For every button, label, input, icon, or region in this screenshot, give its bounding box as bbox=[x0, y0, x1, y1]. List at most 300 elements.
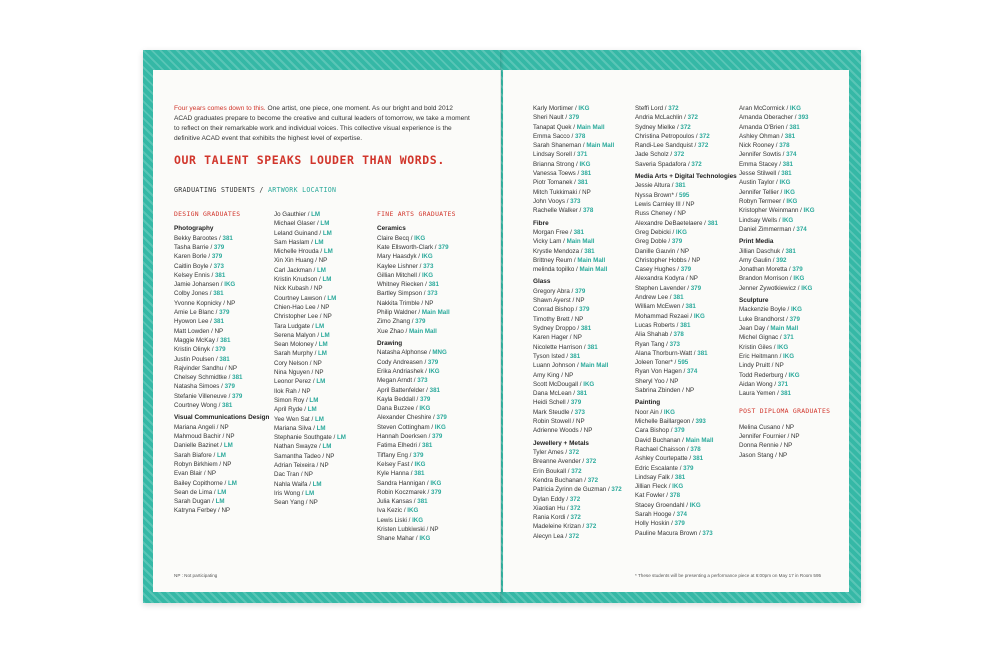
student-entry bbox=[174, 252, 269, 261]
artwork-location: 379 bbox=[671, 238, 683, 246]
artwork-location: NP bbox=[691, 256, 701, 264]
student-name: Philip Waldner / bbox=[377, 309, 422, 317]
student-entry bbox=[635, 445, 737, 454]
student-entry bbox=[533, 532, 622, 541]
student-name: Madeleine Krizan / bbox=[533, 523, 586, 531]
student-entry bbox=[377, 386, 456, 395]
student-name: Gillian Mitchell / bbox=[377, 271, 423, 279]
student-entry bbox=[739, 188, 830, 197]
artwork-location: IKG bbox=[788, 371, 800, 379]
student-entry bbox=[377, 432, 456, 441]
student-name: Ashley Ohman / bbox=[739, 132, 785, 140]
student-entry bbox=[533, 113, 622, 122]
student-name: Nick Kubash / bbox=[274, 285, 314, 293]
student-name: Piotr Tomanek / bbox=[533, 179, 578, 187]
student-name: Pauline Macura Brown / bbox=[635, 529, 703, 537]
artwork-location: 373 bbox=[213, 262, 224, 270]
student-entry bbox=[174, 401, 269, 410]
student-name: Michel Gignac / bbox=[739, 334, 784, 342]
student-name: Amy King / bbox=[533, 371, 565, 379]
artwork-location: Main Mall bbox=[586, 142, 615, 150]
artwork-location: 379 bbox=[413, 451, 424, 459]
column-print-sculpture-post-diploma bbox=[739, 104, 830, 460]
artwork-location: IKG bbox=[434, 423, 446, 431]
student-entry bbox=[377, 413, 456, 422]
student-entry bbox=[533, 504, 622, 513]
student-name: Danielle Bazinet / bbox=[174, 442, 224, 450]
student-name: Luke Brandhorst / bbox=[739, 315, 790, 323]
student-name: Yvonne Kopnicky / bbox=[174, 299, 227, 307]
student-name: Lewis Liski / bbox=[377, 516, 413, 524]
student-name: Mariana Silva / bbox=[274, 424, 317, 432]
student-name: Dac Tran / bbox=[274, 471, 305, 479]
student-entry bbox=[533, 417, 622, 426]
artwork-location: LM bbox=[320, 331, 330, 339]
discipline-heading: Jewellery + Metals bbox=[533, 439, 589, 447]
student-entry bbox=[274, 489, 346, 498]
student-entry bbox=[274, 303, 346, 312]
artwork-location: 379 bbox=[232, 392, 243, 400]
student-name: melinda topilko / bbox=[533, 266, 580, 274]
student-name: Kayla Beddall / bbox=[377, 395, 420, 403]
artwork-location: 379 bbox=[579, 306, 590, 314]
student-name: Karen Borle / bbox=[174, 253, 212, 261]
artwork-location: NP bbox=[582, 188, 591, 196]
artwork-location: LM bbox=[309, 396, 319, 404]
artwork-location: 379 bbox=[215, 346, 226, 354]
student-name: Adrian Teixeira / bbox=[274, 462, 320, 470]
student-name: Christopher Lee / bbox=[274, 313, 324, 321]
student-entry bbox=[174, 345, 269, 354]
student-name: Rajvinder Sandhu / bbox=[174, 364, 229, 372]
artwork-location: Main Mall bbox=[576, 123, 605, 131]
artwork-location: IKG bbox=[675, 228, 687, 236]
student-entry bbox=[377, 497, 456, 506]
student-entry bbox=[635, 501, 737, 510]
student-name: Emma Stacey / bbox=[739, 160, 783, 168]
artwork-location: LM bbox=[318, 350, 327, 358]
student-entry bbox=[274, 210, 346, 219]
student-name: Robin Stowell / bbox=[533, 418, 576, 426]
artwork-location: 381 bbox=[569, 352, 581, 360]
artwork-location: 371 bbox=[783, 334, 794, 342]
student-entry bbox=[533, 287, 622, 296]
student-entry bbox=[635, 349, 737, 358]
artwork-location: LM bbox=[217, 488, 227, 496]
artwork-location: NP bbox=[313, 285, 323, 293]
student-name: Sam Haslam / bbox=[274, 238, 315, 246]
student-name: Erin Boukall / bbox=[533, 467, 572, 475]
discipline-heading: Fibre bbox=[533, 219, 549, 227]
student-name: Kristopher Weinmann / bbox=[739, 207, 804, 215]
artwork-location: 381 bbox=[222, 234, 233, 242]
artwork-location: NP bbox=[574, 315, 584, 323]
student-entry bbox=[174, 243, 269, 252]
student-name: Sabrina Zbinden / bbox=[635, 387, 686, 395]
student-name: Yee Wen Sat / bbox=[274, 415, 315, 423]
student-entry bbox=[377, 327, 456, 336]
student-name: Breanne Avender / bbox=[533, 458, 586, 466]
student-entry bbox=[739, 206, 830, 215]
student-entry bbox=[533, 467, 622, 476]
student-name: Jade Scholz / bbox=[635, 151, 674, 159]
artwork-location: 381 bbox=[573, 228, 584, 236]
artwork-location: IKG bbox=[663, 408, 675, 416]
student-entry bbox=[635, 132, 737, 141]
artwork-location: 393 bbox=[798, 114, 809, 122]
student-entry bbox=[739, 216, 830, 225]
student-name: Andria McLachlin / bbox=[635, 114, 688, 122]
student-entry bbox=[533, 324, 622, 333]
artwork-location: 595 bbox=[677, 359, 689, 367]
artwork-location: LM bbox=[322, 443, 332, 451]
artwork-location: IKG bbox=[407, 507, 419, 515]
student-name: Alia Shahab / bbox=[635, 331, 674, 339]
student-entry bbox=[635, 274, 737, 283]
artwork-location: IKG bbox=[412, 516, 424, 524]
student-name: Sarah Hooge / bbox=[635, 510, 677, 518]
artwork-location: 381 bbox=[214, 271, 226, 279]
student-name: Sheryl Yoo / bbox=[635, 377, 670, 385]
artwork-location: NP bbox=[207, 470, 216, 478]
student-name: Aran McCormick / bbox=[739, 105, 790, 112]
student-name: Robyn Birkhiem / bbox=[174, 460, 223, 468]
artwork-location: NP bbox=[573, 334, 582, 342]
student-entry bbox=[174, 382, 269, 391]
artwork-location: NP bbox=[313, 359, 322, 367]
artwork-location: Main Mall bbox=[421, 309, 450, 317]
student-name: Serena Malyon / bbox=[274, 331, 321, 339]
section-heading: DESIGN GRADUATES bbox=[174, 210, 241, 218]
student-name: Kate Ellsworth-Clark / bbox=[377, 244, 439, 251]
artwork-location: IKG bbox=[421, 253, 433, 261]
artwork-location: 371 bbox=[577, 151, 588, 159]
student-name: Bartley Simpson / bbox=[377, 290, 428, 298]
student-name: Nathan Swayze / bbox=[274, 443, 323, 451]
artwork-location: NP bbox=[575, 297, 585, 305]
student-name: Sydney Mielke / bbox=[635, 123, 681, 131]
artwork-location: 372 bbox=[585, 523, 597, 531]
artwork-location: NP bbox=[669, 377, 679, 385]
student-entry bbox=[739, 389, 830, 398]
artwork-location: IKG bbox=[224, 281, 236, 289]
student-name: Christopher Hobbs / bbox=[635, 256, 692, 264]
student-name: Evan Blair / bbox=[174, 470, 208, 478]
student-entry bbox=[377, 280, 456, 289]
artwork-location: 379 bbox=[789, 315, 800, 323]
artwork-location: 381 bbox=[576, 390, 588, 398]
student-entry bbox=[635, 464, 737, 473]
student-name: Danille Gauvin / bbox=[635, 247, 681, 255]
artwork-location: 372 bbox=[570, 504, 581, 512]
artwork-location-label: ARTWORK LOCATION bbox=[267, 186, 337, 194]
artwork-location: Main Mall bbox=[577, 256, 606, 264]
artwork-location: IKG bbox=[801, 284, 813, 292]
artwork-location: 374 bbox=[686, 368, 698, 376]
artwork-location: IKG bbox=[783, 352, 795, 360]
student-entry bbox=[274, 275, 346, 284]
student-entry bbox=[739, 284, 830, 293]
student-entry bbox=[635, 510, 737, 519]
student-name: Joleen Toner* / bbox=[635, 359, 678, 367]
artwork-location: IKG bbox=[793, 275, 805, 283]
artwork-location: 381 bbox=[782, 160, 793, 168]
student-name: Dana Buzzee / bbox=[377, 405, 420, 413]
student-entry bbox=[635, 321, 737, 330]
student-entry bbox=[274, 442, 346, 451]
student-entry bbox=[739, 104, 830, 113]
student-entry bbox=[174, 280, 269, 289]
student-name: Courtney Lawson / bbox=[274, 294, 328, 302]
student-entry bbox=[533, 315, 622, 324]
artwork-location: IKG bbox=[578, 105, 590, 112]
student-entry bbox=[739, 256, 830, 265]
artwork-location: 372 bbox=[687, 114, 698, 122]
student-name: Tiffany Eng / bbox=[377, 451, 414, 459]
student-entry bbox=[635, 209, 737, 218]
student-name: Kaylee Lishner / bbox=[377, 262, 424, 270]
artwork-location: IKG bbox=[428, 367, 440, 375]
artwork-location: NP bbox=[790, 433, 800, 441]
artwork-location: IKG bbox=[422, 271, 434, 279]
student-name: Tara Ludgate / bbox=[274, 322, 316, 330]
student-name: Kyle Hanna / bbox=[377, 470, 415, 478]
student-name: Cory Nelson / bbox=[274, 359, 314, 367]
student-name: Brittney Reum / bbox=[533, 256, 578, 264]
artwork-location: 381 bbox=[220, 336, 231, 344]
student-name: Xin Xin Huang / bbox=[274, 257, 319, 265]
student-name: Lewis Carnley III / bbox=[635, 201, 686, 209]
student-name: Colby Jones / bbox=[174, 290, 214, 298]
student-name: Stephanie Southgate / bbox=[274, 434, 337, 442]
artwork-location: 373 bbox=[669, 340, 680, 348]
student-entry bbox=[635, 386, 737, 395]
student-name: Brandon Morrison / bbox=[739, 275, 794, 283]
artwork-location: LM bbox=[322, 229, 332, 237]
student-name: Megan Arndt / bbox=[377, 377, 418, 385]
artwork-location: NP bbox=[320, 303, 330, 311]
student-name: Stefanie Villeneuve / bbox=[174, 392, 233, 400]
artwork-location: 379 bbox=[680, 266, 692, 274]
artwork-location: 379 bbox=[570, 399, 582, 407]
artwork-location: 379 bbox=[432, 433, 443, 441]
student-name: Rachelle Walker / bbox=[533, 207, 583, 215]
artwork-location: NP bbox=[325, 452, 335, 460]
student-entry bbox=[174, 432, 269, 441]
artwork-location: IKG bbox=[779, 179, 791, 187]
artwork-location: 373 bbox=[574, 408, 585, 416]
student-entry bbox=[174, 336, 269, 345]
artwork-location: 381 bbox=[685, 303, 696, 311]
student-name: David Buchanan / bbox=[635, 436, 686, 444]
student-entry bbox=[739, 441, 830, 450]
student-entry bbox=[174, 460, 269, 469]
student-name: Nahla Waifa / bbox=[274, 480, 313, 488]
student-entry bbox=[174, 355, 269, 364]
student-entry bbox=[174, 479, 269, 488]
student-entry bbox=[377, 404, 456, 413]
student-entry bbox=[635, 473, 737, 482]
student-entry bbox=[377, 516, 456, 525]
artwork-location: 373 bbox=[417, 377, 428, 385]
artwork-location: IKG bbox=[430, 479, 442, 487]
student-name: Ashley Courtepatte / bbox=[635, 455, 693, 463]
student-name: Bailey Copithorne / bbox=[174, 479, 228, 487]
student-entry bbox=[635, 160, 737, 169]
student-entry bbox=[635, 330, 737, 339]
artwork-location: IKG bbox=[419, 405, 431, 413]
artwork-location: 381 bbox=[784, 132, 796, 140]
artwork-location: 379 bbox=[415, 318, 426, 326]
artwork-location: IKG bbox=[579, 160, 591, 168]
student-name: Kristen Lubkiwski / bbox=[377, 526, 430, 534]
student-entry bbox=[274, 480, 346, 489]
student-entry bbox=[377, 262, 456, 271]
student-entry bbox=[635, 113, 737, 122]
artwork-location: 381 bbox=[428, 281, 439, 289]
artwork-location: 379 bbox=[683, 464, 694, 472]
student-name: Steffi Lord / bbox=[635, 105, 669, 112]
student-entry bbox=[533, 380, 622, 389]
student-name: Laura Yemen / bbox=[739, 390, 781, 398]
section-heading: POST DIPLOMA GRADUATES bbox=[739, 407, 831, 416]
student-name: Natasha Alphonse / bbox=[377, 349, 433, 357]
student-entry bbox=[377, 243, 456, 252]
student-entry bbox=[635, 284, 737, 293]
artwork-location: 372 bbox=[571, 467, 582, 475]
student-name: Samantha Tadeo / bbox=[274, 452, 326, 460]
artwork-location: 378 bbox=[690, 445, 701, 453]
student-entry bbox=[174, 451, 269, 460]
student-entry bbox=[274, 322, 346, 331]
student-name: Robyn Termeer / bbox=[739, 197, 787, 205]
artwork-location: 381 bbox=[222, 402, 233, 410]
student-entry bbox=[274, 284, 346, 293]
artwork-location: 372 bbox=[699, 132, 710, 140]
student-entry bbox=[274, 229, 346, 238]
student-entry bbox=[174, 373, 269, 382]
student-name: Leonor Perez / bbox=[274, 378, 317, 386]
footnote-not-participating: NP : Not participating bbox=[174, 573, 218, 578]
student-entry bbox=[739, 324, 830, 333]
student-name: Shane Mahar / bbox=[377, 535, 420, 543]
artwork-location: 379 bbox=[438, 244, 449, 251]
student-entry bbox=[739, 274, 830, 283]
artwork-location: 381 bbox=[680, 321, 691, 329]
student-entry bbox=[274, 349, 346, 358]
artwork-location: NP bbox=[228, 364, 237, 372]
student-entry bbox=[174, 299, 269, 308]
student-entry bbox=[377, 441, 456, 450]
student-entry bbox=[274, 405, 346, 414]
student-entry bbox=[274, 294, 346, 303]
artwork-location: NP bbox=[576, 418, 585, 426]
artwork-location: 379 bbox=[224, 383, 235, 391]
student-entry bbox=[635, 529, 737, 538]
artwork-location: NP bbox=[304, 471, 313, 479]
student-name: Claire Becq / bbox=[377, 234, 415, 242]
student-name: Eric Heitmann / bbox=[739, 352, 784, 360]
student-entry bbox=[174, 469, 269, 478]
artwork-location: 372 bbox=[568, 449, 580, 457]
artwork-location: 372 bbox=[585, 458, 597, 466]
student-entry bbox=[635, 247, 737, 256]
student-name: Scott McDougall / bbox=[533, 380, 584, 388]
student-name: Lindsay Falk / bbox=[635, 473, 675, 481]
student-name: Randi-Lee Sandquist / bbox=[635, 142, 698, 150]
artwork-location: NP bbox=[564, 371, 574, 379]
artwork-location: 381 bbox=[417, 498, 428, 506]
student-entry bbox=[533, 343, 622, 352]
student-name: Melina Cusano / bbox=[739, 423, 786, 431]
artwork-location: NP bbox=[685, 201, 695, 209]
student-name: Fatima Elhedri / bbox=[377, 442, 423, 450]
column-fine-arts-graduates bbox=[377, 210, 456, 544]
section-heading: FINE ARTS GRADUATES bbox=[377, 210, 456, 218]
artwork-location: IKG bbox=[693, 312, 705, 320]
student-entry bbox=[739, 432, 830, 441]
artwork-location: LM bbox=[315, 322, 325, 330]
student-entry bbox=[377, 308, 456, 317]
artwork-location: NP bbox=[783, 442, 793, 450]
student-name: Mariana Angeli / bbox=[174, 423, 221, 431]
artwork-location: NP bbox=[429, 526, 439, 534]
student-entry bbox=[635, 408, 737, 417]
artwork-location: LM bbox=[217, 451, 226, 459]
discipline-heading: Print Media bbox=[739, 238, 774, 246]
artwork-location: 381 bbox=[673, 294, 684, 302]
student-name: Brianna Strong / bbox=[533, 160, 580, 168]
student-entry bbox=[174, 234, 269, 243]
student-name: Kat Fowler / bbox=[635, 492, 670, 500]
student-name: Alexandra Kodyra / bbox=[635, 275, 690, 283]
artwork-location: NP bbox=[424, 299, 434, 307]
artwork-location: NP bbox=[319, 462, 329, 470]
student-name: Alana Thorburn-Watt / bbox=[635, 349, 698, 357]
student-entry bbox=[635, 141, 737, 150]
student-name: Ryan Tang / bbox=[635, 340, 670, 348]
artwork-location: 381 bbox=[780, 390, 791, 398]
artwork-location: NP bbox=[301, 387, 311, 395]
student-name: Mitch Tukkimaki / bbox=[533, 188, 583, 196]
student-entry bbox=[533, 150, 622, 159]
artwork-location: 372 bbox=[569, 495, 581, 503]
artwork-location: IKG bbox=[803, 207, 815, 215]
student-name: Sydney Droppo / bbox=[533, 325, 581, 333]
student-entry bbox=[274, 452, 346, 461]
artwork-location: LM bbox=[311, 211, 321, 218]
artwork-location: 373 bbox=[702, 529, 713, 537]
artwork-location: NP bbox=[323, 313, 332, 321]
student-name: Lucas Roberts / bbox=[635, 321, 681, 329]
artwork-location: 372 bbox=[668, 105, 679, 112]
student-entry bbox=[533, 206, 622, 215]
student-entry bbox=[377, 423, 456, 432]
student-name: Andrew Lee / bbox=[635, 294, 674, 302]
student-name: Xue Zhao / bbox=[377, 327, 409, 335]
artwork-location: 374 bbox=[676, 510, 687, 518]
artwork-location: IKG bbox=[777, 343, 789, 351]
student-entry bbox=[635, 358, 737, 367]
artwork-location: LM bbox=[312, 480, 322, 488]
student-entry bbox=[533, 141, 622, 150]
student-name: Amy Gaulin / bbox=[739, 256, 777, 264]
student-name: Shawn Ayerst / bbox=[533, 297, 576, 305]
artwork-location: 372 bbox=[587, 476, 599, 484]
student-name: Mary Haasdyk / bbox=[377, 253, 422, 261]
student-name: Patricia Zyrinn de Guzman / bbox=[533, 486, 612, 494]
student-entry bbox=[274, 359, 346, 368]
